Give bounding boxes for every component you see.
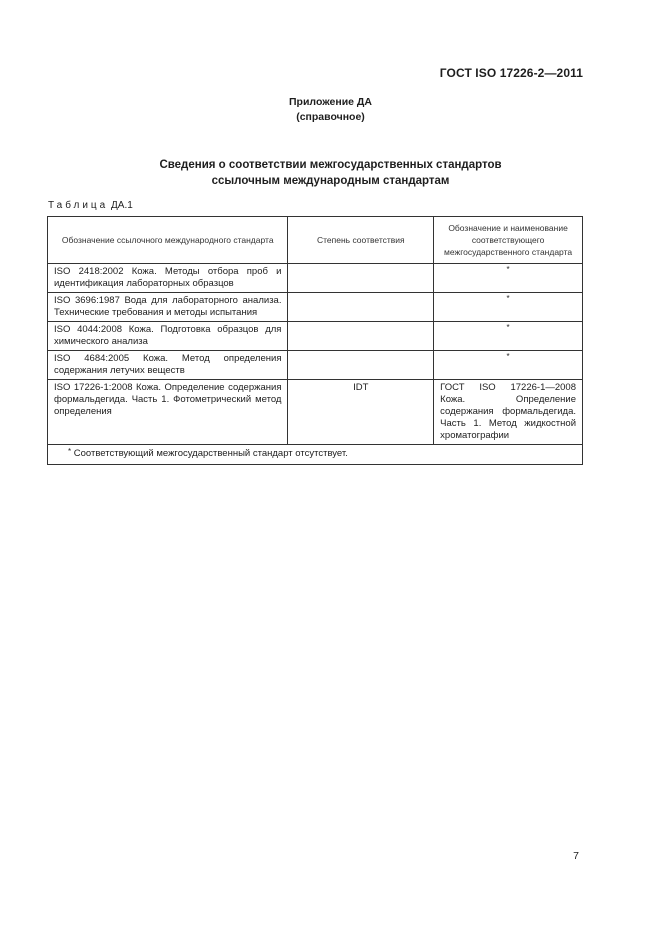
cell-reference: ISO 4684:2005 Кожа. Метод определения содержания летучих веществ	[48, 351, 288, 380]
section-title-line-1: Сведения о соответствии межгосударственных стандартов	[159, 159, 502, 171]
footnote-text: Соответствующий межгосударственный стандарт отсутствует.	[73, 448, 348, 459]
table-caption-word: Таблица	[48, 200, 109, 211]
footnote-mark: *	[506, 323, 510, 332]
footnote-mark: *	[506, 352, 510, 361]
document-code: ГОСТ ISO 17226-2—2011	[439, 66, 583, 80]
header-national-standard: Обозначение и наименование соответствующего межгосударственного стандарта	[434, 217, 583, 264]
cell-reference: ISO 2418:2002 Кожа. Методы отбора проб и идентификация лабораторных образцов	[48, 264, 288, 293]
cell-reference: ISO 4044:2008 Кожа. Подготовка образцов для химического анализа	[48, 322, 288, 351]
footnote-mark: *	[506, 294, 510, 303]
header-reference-standard: Обозначение ссылочного международного стандарта	[48, 217, 288, 264]
cell-degree	[288, 293, 434, 322]
cell-degree	[288, 351, 434, 380]
section-title	[0, 157, 661, 189]
cell-national	[434, 264, 583, 293]
table-footnote-row	[48, 445, 583, 465]
annex-subtitle: (справочное)	[296, 111, 365, 123]
cell-national	[434, 351, 583, 380]
header-degree-of-correspondence: Степень соответствия	[288, 217, 434, 264]
table-row	[48, 351, 583, 380]
table-row	[48, 264, 583, 293]
cell-degree	[288, 322, 434, 351]
table-footnote	[48, 445, 583, 465]
table-header-row	[48, 217, 583, 264]
cell-reference: ISO 17226-1:2008 Кожа. Определение содержания формальдегида. Часть 1. Фотометрический метод определения	[48, 380, 288, 445]
cell-degree: IDT	[288, 380, 434, 445]
cell-national: ГОСТ ISO 17226-1—2008 Кожа. Определение содержания формальдегида. Часть 1. Метод жидкостной хроматографии	[434, 380, 583, 445]
correspondence-table	[47, 216, 583, 465]
table-row	[48, 380, 583, 445]
cell-degree	[288, 264, 434, 293]
table-caption-number: ДА.1	[111, 200, 133, 211]
table-row	[48, 322, 583, 351]
cell-reference: ISO 3696:1987 Вода для лабораторного анализа. Технические требования и методы испытания	[48, 293, 288, 322]
footnote-mark: *	[68, 447, 72, 456]
annex-heading	[0, 95, 661, 125]
footnote-mark: *	[506, 265, 510, 274]
cell-national	[434, 293, 583, 322]
page-number: 7	[573, 850, 579, 862]
section-title-line-2: ссылочным международным стандартам	[211, 175, 450, 187]
annex-title: Приложение ДА	[289, 96, 372, 108]
table-row	[48, 293, 583, 322]
cell-national	[434, 322, 583, 351]
table-caption	[48, 200, 133, 211]
